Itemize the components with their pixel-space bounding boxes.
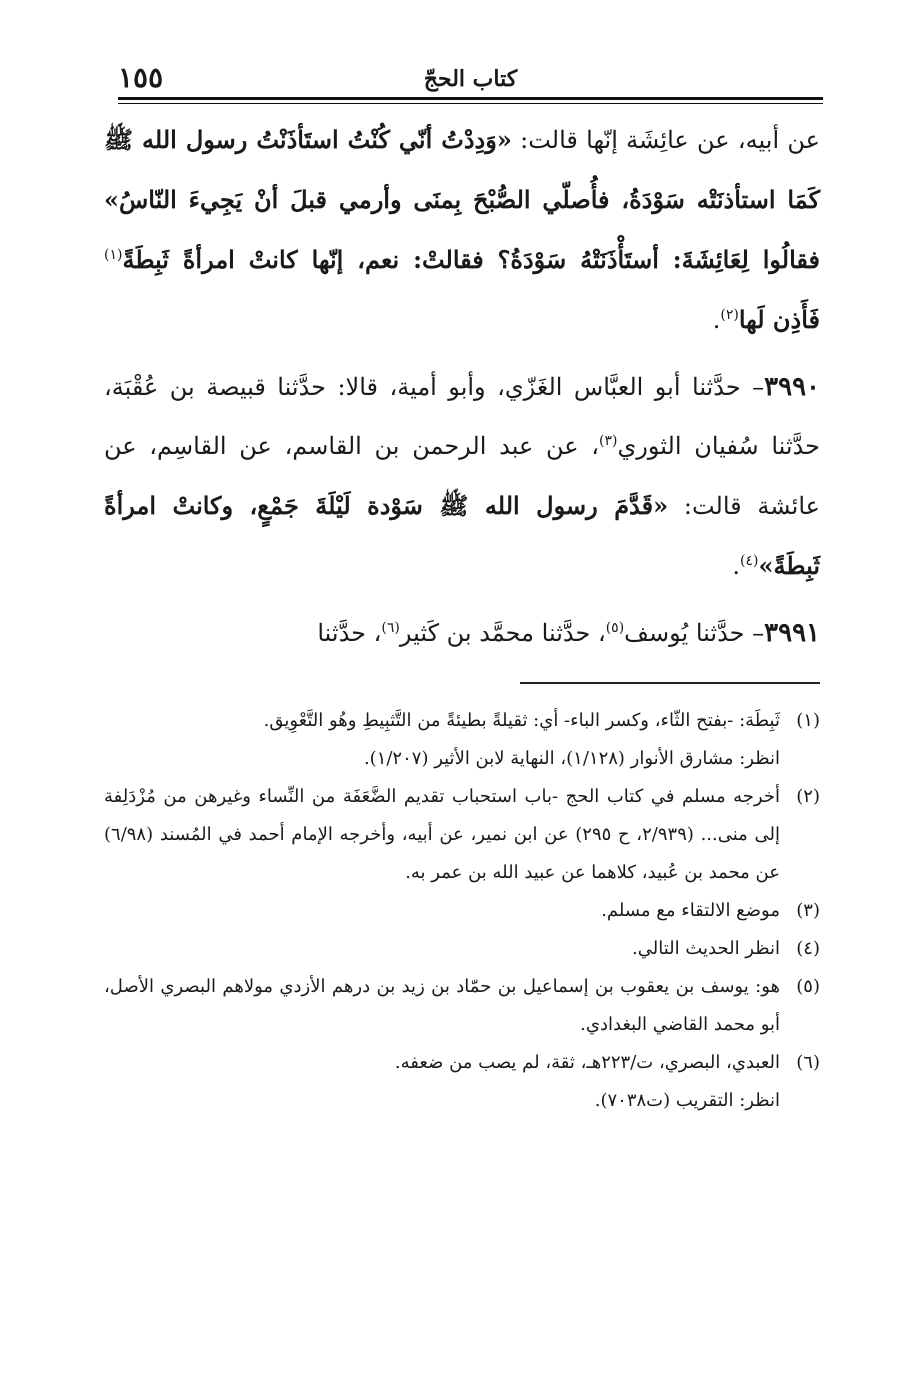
footnote-line: انظر: التقريب (ت٧٠٣٨). <box>594 1090 780 1111</box>
text-run: ، حدَّثنا محمَّد بن كَثير <box>399 619 606 647</box>
hadith-3991 <box>104 604 820 663</box>
footnote-line: انظر: مشارق الأنوار (١/١٢٨)، النهاية لابن الأثير (١/٢٠٧). <box>363 748 780 769</box>
footnote-3 <box>104 892 820 930</box>
header-rule-thin <box>118 103 823 104</box>
running-header <box>118 60 823 96</box>
footnote-2 <box>104 778 820 892</box>
footnote-line: هو: يوسف بن يعقوب بن إسماعيل بن حمّاد بن زيد بن درهم الأزدي مولاهم البصري الأصل، أبو محمد القاضي البغدادي. <box>104 976 780 1035</box>
footnote-line: ثَبِطَة: -بفتح الثّاء، وكسر الباء- أي: ثقيلةً بطيئةً من التَّثبِيطِ وهُو التَّعْوِيق. <box>263 710 780 731</box>
footnote-ref-4: (٤) <box>740 553 759 569</box>
footnote-ref-5: (٥) <box>605 620 625 636</box>
footnote-ref-1: (١) <box>104 247 123 263</box>
footnote-number: (١) <box>796 710 820 731</box>
footnote-6 <box>104 1044 820 1120</box>
footnote-separator <box>520 682 820 684</box>
footnote-ref-2: (٢) <box>720 307 739 323</box>
footnote-ref-6: (٦) <box>381 620 400 636</box>
main-text <box>104 110 820 663</box>
page-number: ١٥٥ <box>118 61 164 94</box>
footnote-line: انظر الحديث التالي. <box>632 938 780 959</box>
footnote-5 <box>104 968 820 1044</box>
footnote-line: العبدي، البصري، ت/٢٢٣هـ، ثقة، لم يصب من ضعفه. <box>394 1052 780 1073</box>
footnote-number: (٤) <box>796 938 820 959</box>
header-rule-thick <box>118 97 823 100</box>
footnote-1 <box>104 702 820 778</box>
hadith-quote: «قَدَّمَ رسول الله ﷺ سَوْدة لَيْلَةَ جَمْعٍ، وكانتْ امرأةً ثَبِطَةً» <box>104 491 820 580</box>
footnotes <box>104 702 820 1120</box>
hadith-quote: «وَدِدْتُ أنّي كُنْتُ استَأذَنْتُ رسول الله ﷺ كَمَا استأذنَتْه سَوْدَةُ، فأُصلّي الصُّبْحَ بِمنَى وأرمي قبلَ أنْ يَجِيءَ النّاسُ» <box>104 125 820 214</box>
text-run: – حدَّثنا يُوسف <box>624 619 765 647</box>
text-run: ، عن عبد الرحمن بن القاسم، عن القاسِم، عن عائشة قالت: <box>104 432 820 520</box>
footnote-number: (٢) <box>796 786 820 807</box>
chapter-title: كتاب الحجّ <box>423 66 518 92</box>
footnote-number: (٣) <box>796 900 820 921</box>
text-run-bold: فَأَذِن لَها <box>738 305 820 334</box>
footnote-number: (٥) <box>796 976 820 997</box>
text-run: ، حدَّثنا <box>317 619 382 647</box>
paragraph-continuation <box>104 110 820 350</box>
footnote-ref-3: (٣) <box>599 433 618 449</box>
text-run: عن أبيه، عن عائِشَة إنّها قالت: <box>511 126 820 154</box>
footnote-number: (٦) <box>796 1052 820 1073</box>
hadith-number: ٣٩٩٠ <box>764 372 820 402</box>
text-run: . <box>732 552 741 580</box>
text-run-bold: فقالُوا لِعَائِشَةَ: أستَأْذَنَتْهُ سَوْدَةُ؟ فقالتْ: نعم، إنّها كانتْ امرأةً ثَبِطَةً <box>122 245 820 274</box>
text-run: – حدَّثنا أبو العبَّاس الغَزّي، وأبو أمية، قالا: حدَّثنا قبيصة بن عُقْبَة، حدَّثنا سُفيان الثوري <box>104 373 820 460</box>
text-run: . <box>712 306 721 334</box>
hadith-number: ٣٩٩١ <box>764 618 820 648</box>
footnote-line: موضع الالتقاء مع مسلم. <box>601 900 780 921</box>
footnote-line: أخرجه مسلم في كتاب الحج -باب استحباب تقديم الضَّعَفَة من النِّساء وغيرهن من مُزْدَلِفة إلى منى... (٢/٩٣٩، ح ٢٩٥) عن ابن نمير، عن أبيه، وأخرجه الإمام أحمد في المُسند (٦/٩٨) عن محمد بن عُبيد، كلاهما عن عبيد الله بن عمر به. <box>104 786 781 883</box>
footnote-4 <box>104 930 820 968</box>
hadith-3990 <box>104 358 820 596</box>
